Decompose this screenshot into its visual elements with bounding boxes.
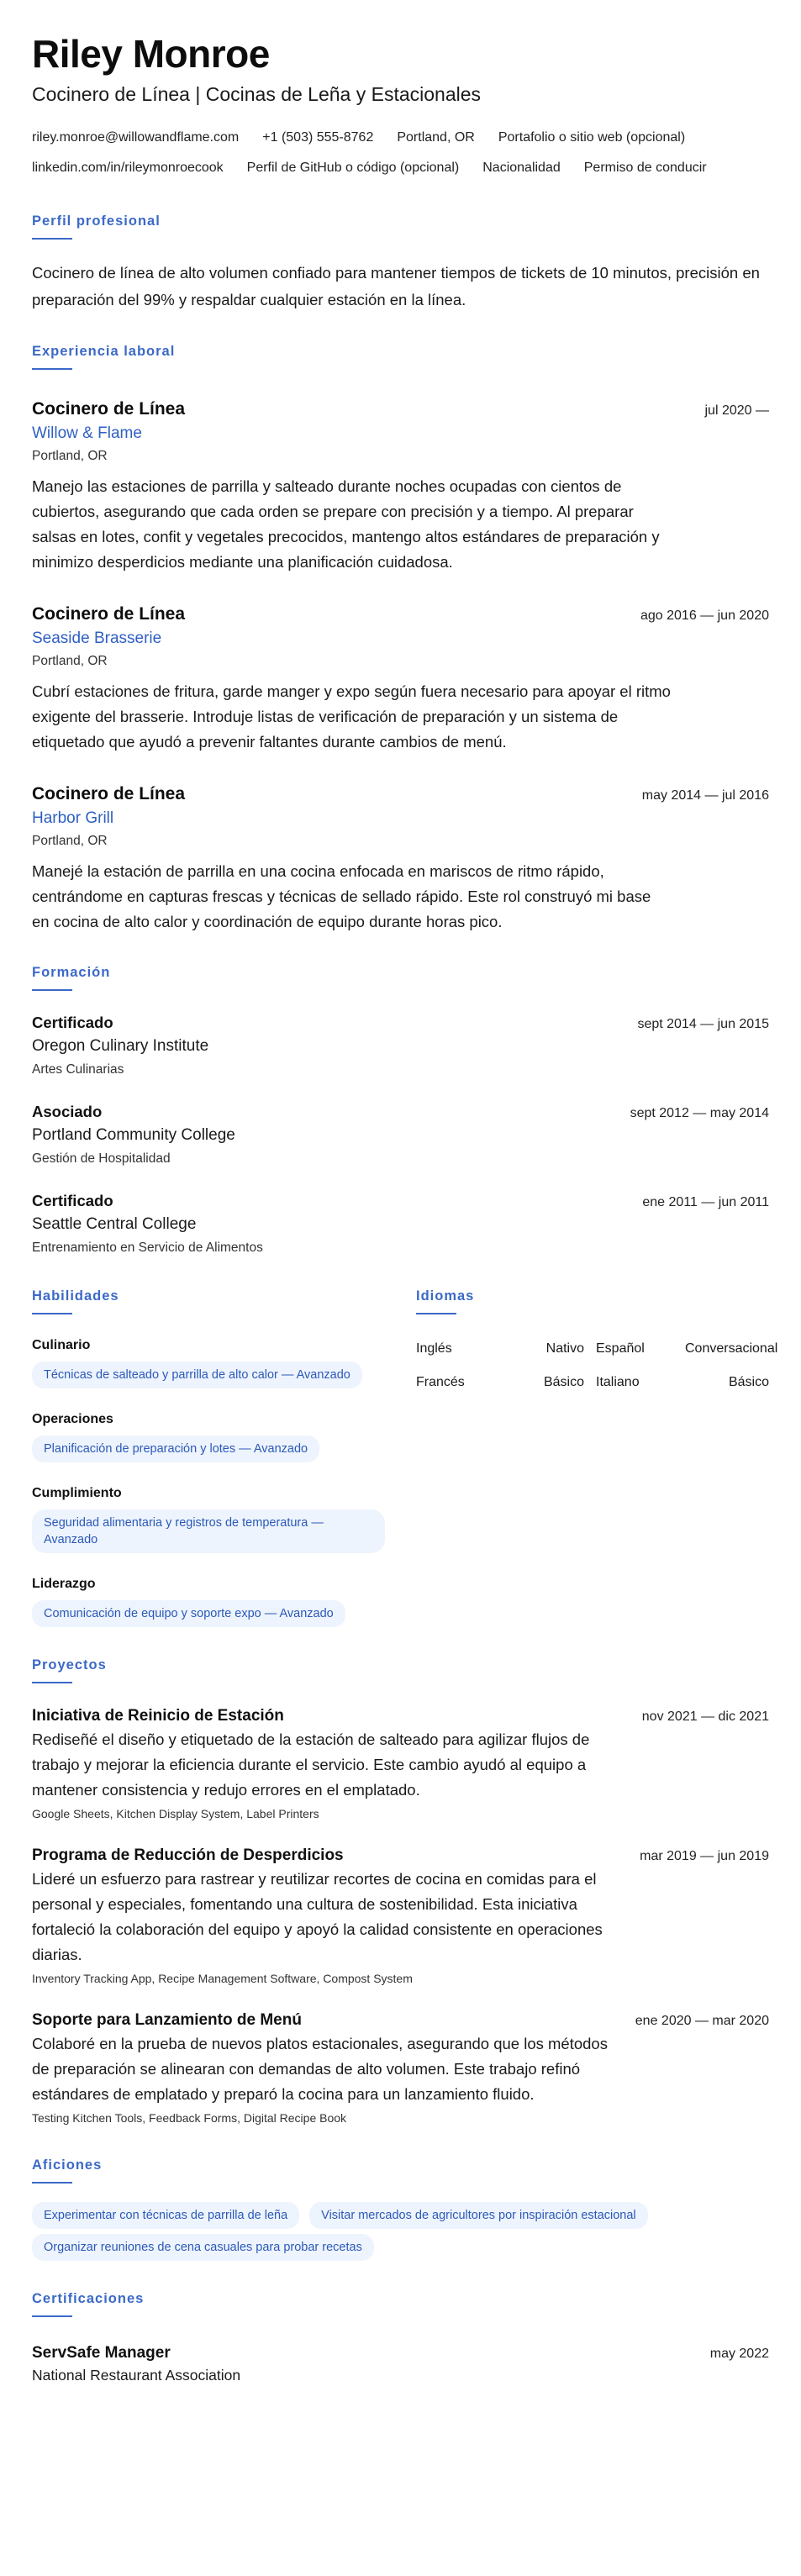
- section-title-languages: Idiomas: [416, 1288, 475, 1304]
- skill-group: [32, 1575, 416, 1627]
- project-title: Programa de Reducción de Desperdicios: [32, 1846, 344, 1864]
- section-divider: [32, 1682, 72, 1683]
- education-dates: sept 2012 — may 2014: [630, 1106, 769, 1120]
- language-name: Italiano: [596, 1375, 640, 1389]
- summary-section: [32, 212, 769, 313]
- job-title: Cocinero de Línea: [32, 604, 186, 624]
- job-dates: jul 2020 —: [704, 403, 769, 418]
- hobbies-section: [32, 2156, 769, 2261]
- certification-date: may 2022: [709, 2347, 769, 2361]
- projects-section: [32, 1656, 769, 2127]
- education-school: Oregon Culinary Institute: [32, 1037, 209, 1055]
- skill-chip: Técnicas de salteado y parrilla de alto calor — Avanzado: [32, 1362, 362, 1388]
- project-tools: Testing Kitchen Tools, Feedback Forms, Digital Recipe Book: [32, 2111, 347, 2125]
- skill-group: [32, 1410, 416, 1462]
- skill-category: Operaciones: [32, 1412, 113, 1426]
- education-degree: Certificado: [32, 1192, 113, 1209]
- job-description: Manejé la estación de parrilla en una cocina enfocada en mariscos de ritmo rápido, centrándome en capturas frescas y técnicas de sellado rápido. Este rol construyó mi base en cocina de alto calor y coordinación de equipo durante horas pico.: [32, 862, 651, 930]
- contact-driving-license: Permiso de conducir: [583, 161, 707, 175]
- job-title: Cocinero de Línea: [32, 784, 186, 803]
- experience-section: [32, 342, 769, 935]
- project-entry: [32, 2010, 769, 2127]
- section-divider: [32, 989, 72, 991]
- skill-group: [32, 1484, 416, 1553]
- skill-chip: Seguridad alimentaria y registros de temperatura — Avanzado: [32, 1509, 385, 1553]
- project-description: Colaboré en la prueba de nuevos platos estacionales, asegurando que los métodos de preparación se alinearan con demandas de alto volumen. Este trabajo refinó estándares de emplatado y preparó la cocina para un lanzamiento fluido.: [32, 2035, 608, 2103]
- education-school: Seattle Central College: [32, 1215, 197, 1233]
- project-dates: mar 2019 — jun 2019: [640, 1849, 769, 1863]
- education-school: Portland Community College: [32, 1126, 235, 1144]
- skill-category: Culinario: [32, 1338, 91, 1352]
- contact-github[interactable]: Perfil de GitHub o código (opcional): [246, 161, 460, 175]
- job-company: Seaside Brasserie: [32, 630, 162, 647]
- hobby-chip: Organizar reuniones de cena casuales para probar recetas: [32, 2234, 374, 2261]
- skill-category: Liderazgo: [32, 1577, 96, 1591]
- job-location: Portland, OR: [32, 834, 108, 848]
- project-dates: ene 2020 — mar 2020: [635, 2014, 769, 2028]
- section-divider: [32, 2315, 72, 2317]
- languages-grid: [416, 1340, 778, 1392]
- resume-header: [32, 32, 769, 183]
- skills-languages-row: [32, 1287, 778, 1627]
- language-level: Básico: [543, 1375, 584, 1389]
- contact-linkedin[interactable]: linkedin.com/in/rileymonroecook: [32, 161, 224, 175]
- job-location: Portland, OR: [32, 449, 108, 463]
- project-description: Rediseñé el diseño y etiquetado de la estación de salteado para agilizar flujos de trabajo y mejorar la eficiencia durante el servicio. Este cambio ayudó al equipo a mantener consistencia y redujo errores en el emplatado.: [32, 1731, 590, 1799]
- contact-list: [32, 123, 769, 183]
- contact-email[interactable]: riley.monroe@willowandflame.com: [32, 130, 240, 145]
- section-title-skills: Habilidades: [32, 1288, 119, 1304]
- education-field: Entrenamiento en Servicio de Alimentos: [32, 1241, 263, 1255]
- contact-nationality: Nacionalidad: [482, 161, 561, 175]
- skill-category: Cumplimiento: [32, 1486, 122, 1500]
- job-entry: [32, 397, 769, 575]
- skill-group: [32, 1336, 416, 1388]
- education-degree: Asociado: [32, 1103, 103, 1120]
- certification-name: ServSafe Manager: [32, 2344, 171, 2362]
- education-field: Gestión de Hospitalidad: [32, 1151, 171, 1166]
- hobbies-list: [32, 2202, 769, 2261]
- skill-chip: Comunicación de equipo y soporte expo — Avanzado: [32, 1600, 345, 1627]
- project-tools: Inventory Tracking App, Recipe Management Software, Compost System: [32, 1972, 413, 1985]
- job-location: Portland, OR: [32, 654, 108, 668]
- education-entry: [32, 1011, 769, 1080]
- job-dates: ago 2016 — jun 2020: [640, 608, 769, 623]
- skills-section: [32, 1287, 416, 1627]
- language-name: Inglés: [416, 1341, 452, 1356]
- section-title-certifications: Certificaciones: [32, 2291, 145, 2306]
- project-title: Iniciativa de Reinicio de Estación: [32, 1707, 284, 1725]
- skill-chip: Planificación de preparación y lotes — Avanzado: [32, 1436, 319, 1462]
- section-divider: [32, 238, 72, 240]
- job-title: Cocinero de Línea: [32, 399, 186, 419]
- project-dates: nov 2021 — dic 2021: [641, 1709, 769, 1724]
- language-name: Francés: [416, 1375, 465, 1389]
- project-title: Soporte para Lanzamiento de Menú: [32, 2011, 302, 2029]
- education-section: [32, 963, 769, 1258]
- languages-section: [416, 1287, 778, 1627]
- education-field: Artes Culinarias: [32, 1062, 124, 1077]
- section-title-experience: Experiencia laboral: [32, 344, 176, 359]
- job-entry: [32, 782, 769, 935]
- hobby-chip: Visitar mercados de agricultores por inspiración estacional: [309, 2202, 648, 2229]
- education-entry: [32, 1189, 769, 1258]
- language-level: Nativo: [545, 1341, 584, 1356]
- job-dates: may 2014 — jul 2016: [641, 788, 769, 803]
- section-divider: [32, 1313, 72, 1314]
- contact-portfolio[interactable]: Portafolio o sitio web (opcional): [498, 130, 686, 145]
- candidate-name: Riley Monroe: [32, 32, 270, 76]
- certification-org: National Restaurant Association: [32, 2367, 241, 2384]
- job-company: Willow & Flame: [32, 424, 142, 442]
- section-title-hobbies: Aficiones: [32, 2157, 103, 2173]
- language-level: Conversacional: [685, 1341, 778, 1356]
- language-level: Básico: [728, 1375, 769, 1389]
- education-dates: sept 2014 — jun 2015: [637, 1017, 769, 1031]
- education-dates: ene 2011 — jun 2011: [642, 1195, 769, 1209]
- project-tools: Google Sheets, Kitchen Display System, Label Printers: [32, 1807, 319, 1820]
- contact-location: Portland, OR: [397, 130, 475, 145]
- job-description: Manejo las estaciones de parrilla y salteado durante noches ocupadas con cientos de cubiertos, asegurando que cada orden se prepare con precisión y a tiempo. Al preparar salsas en lotes, confit y vegetales precocidos, mantengo altos estándares de preparación y minimizo desperdicios mediante una planificación cuidadosa.: [32, 477, 660, 571]
- certifications-section: [32, 2289, 769, 2411]
- section-divider: [32, 368, 72, 370]
- summary-text: Cocinero de línea de alto volumen confiado para mantener tiempos de tickets de 10 minutos, precisión en preparación del 99% y respaldar cualquier estación en la línea.: [32, 264, 760, 308]
- education-entry: [32, 1100, 769, 1169]
- section-title-projects: Proyectos: [32, 1657, 107, 1673]
- section-divider: [416, 1313, 456, 1314]
- job-company: Harbor Grill: [32, 809, 114, 827]
- contact-phone[interactable]: +1 (503) 555-8762: [262, 130, 374, 145]
- section-divider: [32, 2182, 72, 2184]
- section-title-education: Formación: [32, 965, 111, 980]
- certification-entry: [32, 2342, 769, 2411]
- job-entry: [32, 602, 769, 755]
- project-entry: [32, 1845, 769, 1988]
- education-degree: Certificado: [32, 1014, 113, 1031]
- project-description: Lideré un esfuerzo para rastrear y reutilizar recortes de cocina en comidas para el personal y especiales, fomentando una cultura de sostenibilidad. Esta iniciativa fortaleció la colaboración del equipo y apoyó la calidad consistente en operaciones diarias.: [32, 1870, 603, 1963]
- project-entry: [32, 1705, 769, 1823]
- section-title-summary: Perfil profesional: [32, 213, 161, 229]
- language-name: Español: [596, 1341, 645, 1356]
- hobby-chip: Experimentar con técnicas de parrilla de leña: [32, 2202, 299, 2229]
- job-description: Cubrí estaciones de fritura, garde manger y expo según fuera necesario para apoyar el ritmo exigente del brasserie. Introduje listas de verificación de preparación y un sistema de etiquetado que ayudó a prevenir faltantes durante cambios de menú.: [32, 682, 671, 751]
- candidate-tagline: Cocinero de Línea | Cocinas de Leña y Estacionales: [32, 83, 482, 105]
